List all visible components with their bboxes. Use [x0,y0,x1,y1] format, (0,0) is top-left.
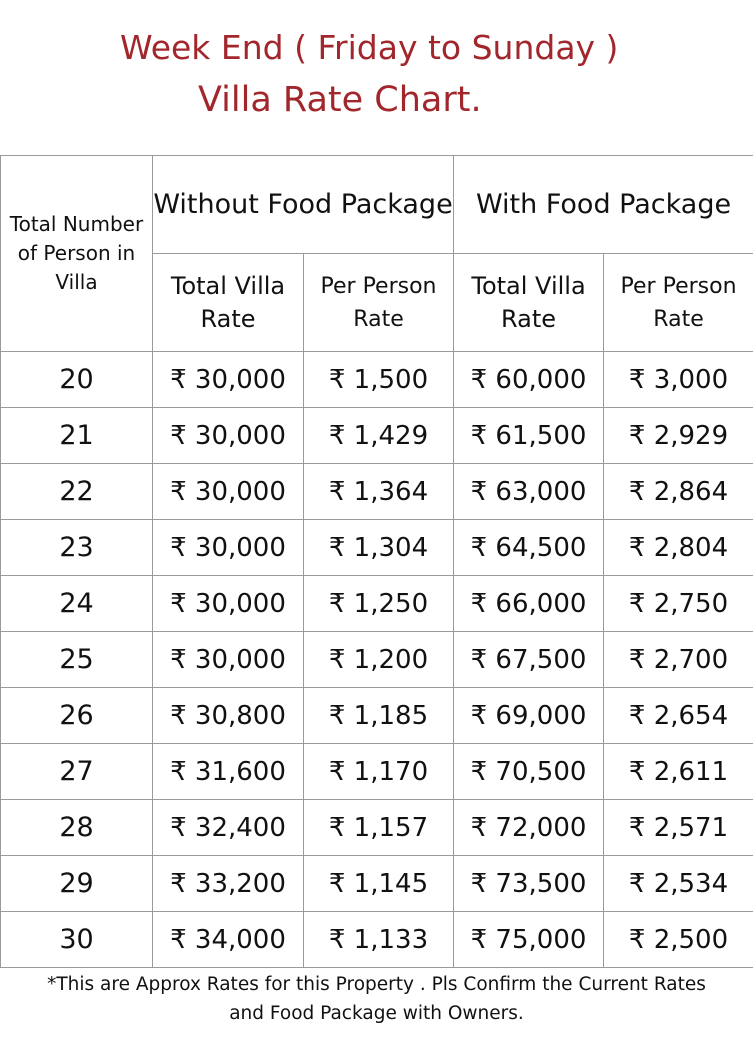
with-food-total-cell: ₹ 63,000 [454,464,604,520]
without-food-total-cell: ₹ 33,200 [153,856,304,912]
with-food-total-cell: ₹ 73,500 [454,856,604,912]
without-food-per-person-cell: ₹ 1,157 [304,800,454,856]
without-food-total-cell: ₹ 30,000 [153,632,304,688]
with-food-total-cell: ₹ 60,000 [454,352,604,408]
without-food-per-person-cell: ₹ 1,133 [304,912,454,968]
title-line-1: Week End ( Friday to Sunday ) [120,28,619,67]
footnote-line-1: *This are Approx Rates for this Property . Pls Confirm the Current Rates [47,974,706,995]
persons-cell: 25 [1,632,153,688]
table-row [1,352,753,408]
with-food-total-cell: ₹ 69,000 [454,688,604,744]
without-food-total-cell: ₹ 30,000 [153,520,304,576]
persons-cell: 29 [1,856,153,912]
table-row [1,408,753,464]
with-food-per-person-cell: ₹ 2,700 [604,632,753,688]
chart-title [0,0,753,155]
persons-cell: 27 [1,744,153,800]
without-food-total-cell: ₹ 31,600 [153,744,304,800]
table-row [1,576,753,632]
without-food-per-person-cell: ₹ 1,200 [304,632,454,688]
rate-table [0,155,753,968]
persons-cell: 21 [1,408,153,464]
without-food-total-cell: ₹ 30,000 [153,464,304,520]
without-food-per-person-cell: ₹ 1,364 [304,464,454,520]
with-food-per-person-cell: ₹ 3,000 [604,352,753,408]
table-row [1,744,753,800]
with-food-per-person-cell: ₹ 2,571 [604,800,753,856]
without-food-per-person-cell: ₹ 1,500 [304,352,454,408]
table-row [1,800,753,856]
with-food-total-cell: ₹ 72,000 [454,800,604,856]
title-line-2: Villa Rate Chart. [198,80,482,120]
without-food-per-person-cell: ₹ 1,304 [304,520,454,576]
footnote-line-2: and Food Package with Owners. [229,1003,524,1024]
persons-cell: 23 [1,520,153,576]
with-food-total-cell: ₹ 67,500 [454,632,604,688]
header-without-food-per-person-rate: Per Person Rate [304,254,454,352]
persons-cell: 30 [1,912,153,968]
with-food-total-cell: ₹ 70,500 [454,744,604,800]
table-row [1,912,753,968]
with-food-per-person-cell: ₹ 2,804 [604,520,753,576]
persons-cell: 24 [1,576,153,632]
with-food-per-person-cell: ₹ 2,654 [604,688,753,744]
rate-table-body [1,352,753,968]
table-row [1,632,753,688]
without-food-total-cell: ₹ 30,000 [153,576,304,632]
persons-cell: 26 [1,688,153,744]
with-food-total-cell: ₹ 61,500 [454,408,604,464]
footnote [0,970,753,1040]
with-food-total-cell: ₹ 75,000 [454,912,604,968]
with-food-per-person-cell: ₹ 2,750 [604,576,753,632]
with-food-per-person-cell: ₹ 2,929 [604,408,753,464]
without-food-per-person-cell: ₹ 1,429 [304,408,454,464]
without-food-per-person-cell: ₹ 1,185 [304,688,454,744]
with-food-per-person-cell: ₹ 2,864 [604,464,753,520]
without-food-per-person-cell: ₹ 1,250 [304,576,454,632]
table-row [1,856,753,912]
header-without-food-total-villa-rate: Total Villa Rate [153,254,304,352]
header-with-food-per-person-rate: Per Person Rate [604,254,753,352]
table-row [1,688,753,744]
table-row [1,520,753,576]
without-food-total-cell: ₹ 30,800 [153,688,304,744]
with-food-per-person-cell: ₹ 2,500 [604,912,753,968]
persons-cell: 22 [1,464,153,520]
without-food-total-cell: ₹ 30,000 [153,352,304,408]
without-food-total-cell: ₹ 34,000 [153,912,304,968]
with-food-per-person-cell: ₹ 2,611 [604,744,753,800]
without-food-per-person-cell: ₹ 1,145 [304,856,454,912]
with-food-per-person-cell: ₹ 2,534 [604,856,753,912]
table-row [1,464,753,520]
with-food-total-cell: ₹ 64,500 [454,520,604,576]
without-food-per-person-cell: ₹ 1,170 [304,744,454,800]
without-food-total-cell: ₹ 32,400 [153,800,304,856]
header-with-food: With Food Package [454,156,753,254]
header-with-food-total-villa-rate: Total Villa Rate [454,254,604,352]
header-persons: Total Number of Person in Villa [1,156,153,352]
without-food-total-cell: ₹ 30,000 [153,408,304,464]
with-food-total-cell: ₹ 66,000 [454,576,604,632]
persons-cell: 20 [1,352,153,408]
persons-cell: 28 [1,800,153,856]
header-without-food: Without Food Package [153,156,454,254]
